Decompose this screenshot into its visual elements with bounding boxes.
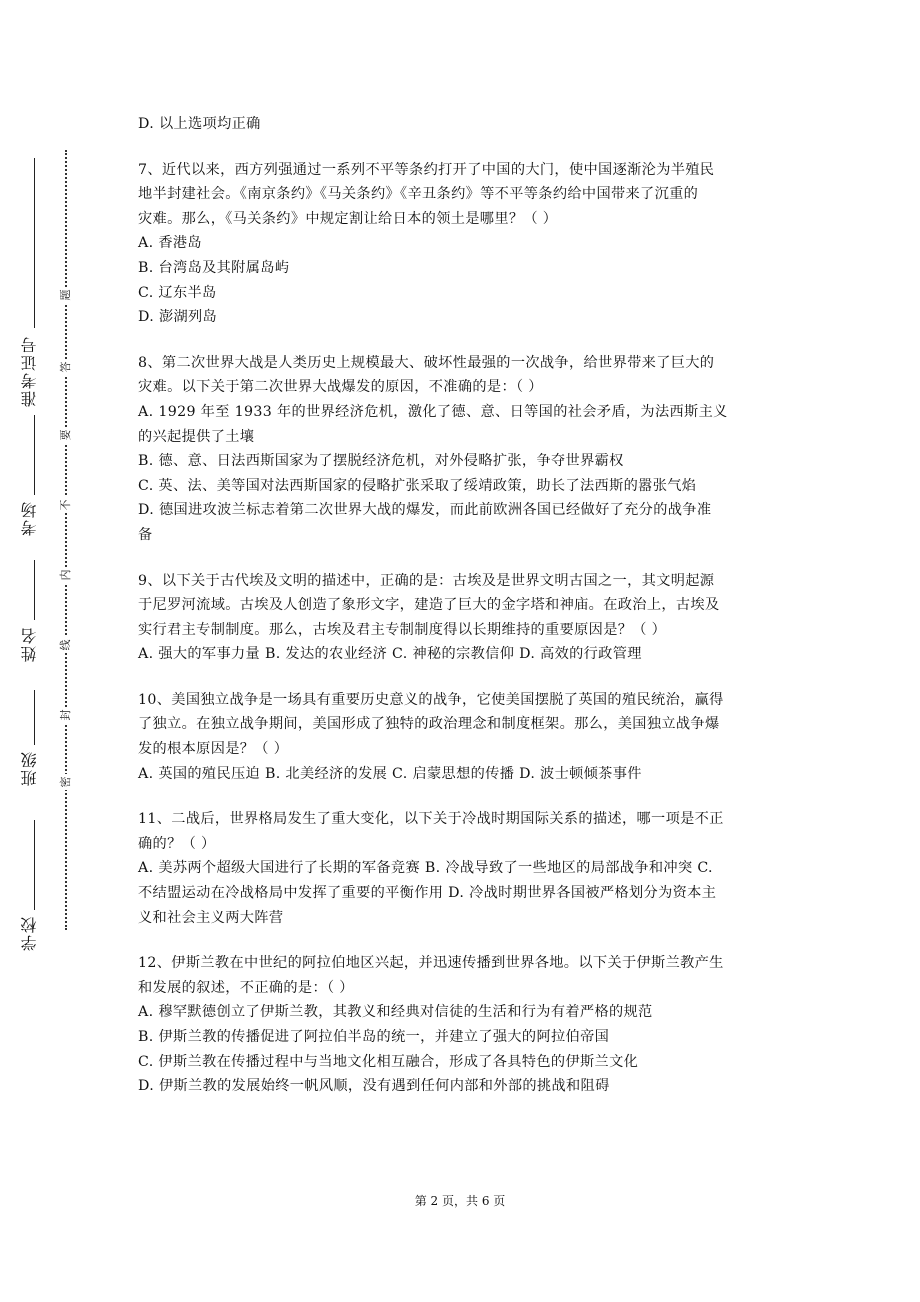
question-text: 地半封建社会。《南京条约》《马关条约》《辛丑条约》等不平等条约给中国带来了沉重的 [138, 186, 699, 203]
class-label: 班级 [20, 750, 39, 786]
option-b: B. 伊斯兰教的传播促进了阿拉伯半岛的统一，并建立了强大的阿拉伯帝国 [138, 1029, 610, 1045]
option-b: B. 德、意、日法西斯国家为了摆脱经济危机，对外侵略扩张，争夺世界霸权 [138, 453, 624, 470]
option-c: C. 英、法、美等国对法西斯国家的侵略扩张采取了绥靖政策，助长了法西斯的嚣张气焰 [138, 477, 697, 494]
question-text: 确的？（ ） [138, 835, 216, 852]
name-underline [34, 560, 35, 620]
question-text: 实行君主专制制度。那么，古埃及君主专制制度得以长期维持的重要原因是？（ ） [138, 621, 667, 638]
exam-room-label: 考场 [20, 500, 39, 536]
option-d: D. 伊斯兰教的发展始终一帆风顺，没有遇到任何内部和外部的挑战和阻碍 [138, 1078, 610, 1095]
seal-dotted-line [65, 150, 67, 930]
option-d: D. 德国进攻波兰标志着第二次世界大战的爆发，而此前欧洲各国已经做好了充分的战争准 [138, 502, 712, 519]
exam-id-underline [34, 158, 35, 328]
school-underline [34, 820, 35, 910]
option-d: D. 澎湖列岛 [138, 309, 218, 326]
seal-char: 封 [60, 707, 72, 723]
question-text: 于尼罗河流域。古埃及人创造了象形文字，建造了巨大的金字塔和神庙。在政治上，古埃及 [138, 597, 720, 614]
seal-char: 密 [60, 774, 72, 790]
exam-id-label: 准考证号 [20, 335, 39, 407]
seal-char: 线 [60, 637, 72, 653]
option-c: C. 伊斯兰教在传播过程中与当地文化相互融合，形成了各具特色的伊斯兰文化 [138, 1053, 639, 1070]
question-text: 了独立。在独立战争期间，美国形成了独特的政治理念和制度框架。那么，美国独立战争爆 [138, 716, 720, 733]
seal-char: 不 [60, 497, 72, 513]
options-inline: A. 强大的军事力量 B. 发达的农业经济 C. 神秘的宗教信仰 D. 高效的行政管理 [138, 646, 642, 663]
question-text: 10、美国独立战争是一场具有重要历史意义的战争，它使美国摆脱了英国的殖民统治，赢得 [138, 691, 724, 708]
options-inline: A. 美苏两个超级大国进行了长期的军备竞赛 B. 冷战导致了一些地区的局部战争和冲突 C. [138, 860, 713, 877]
question-12 [138, 951, 794, 1099]
page-number-footer: 第 2 页，共 6 页 [414, 1194, 506, 1208]
q6-option-d: D. 以上选项均正确 [138, 116, 261, 132]
question-8 [138, 351, 794, 548]
seal-char: 题 [60, 287, 72, 303]
question-9 [138, 569, 794, 667]
name-label: 姓名 [20, 626, 39, 662]
question-text: 灾难。以下关于第二次世界大战爆发的原因，不准确的是：（ ） [138, 379, 543, 396]
question-text: 灾难。那么，《马关条约》中规定割让给日本的领土是哪里？（ ） [138, 210, 558, 227]
question-content [138, 112, 794, 1099]
question-text: 发的根本原因是？（ ） [138, 741, 289, 758]
question-11 [138, 807, 794, 930]
option-b: B. 台湾岛及其附属岛屿 [138, 259, 290, 276]
question-text: 11、二战后，世界格局发生了重大变化，以下关于冷战时期国际关系的描述，哪一项是不正 [138, 811, 724, 828]
question-text: 8、第二次世界大战是人类历史上规模最大、破坏性最强的一次战争，给世界带来了巨大的 [138, 354, 715, 371]
question-10 [138, 688, 794, 786]
seal-char: 答 [60, 359, 72, 375]
option-d-cont: 备 [138, 526, 153, 543]
question-text: 12、伊斯兰教在中世纪的阿拉伯地区兴起，并迅速传播到世界各地。以下关于伊斯兰教产生 [138, 955, 724, 972]
options-inline: 义和社会主义两大阵营 [138, 909, 284, 926]
option-a: A. 1929 年至 1933 年的世界经济危机，激化了德、意、日等国的社会矛盾，为法西斯主义 [138, 403, 728, 420]
question-7 [138, 158, 794, 330]
seal-char: 内 [60, 567, 72, 583]
option-a: A. 香港岛 [138, 235, 202, 252]
question-text: 9、以下关于古代埃及文明的描述中，正确的是：古埃及是世界文明古国之一，其文明起源 [138, 572, 715, 589]
seal-char: 要 [60, 427, 72, 443]
question-text: 和发展的叙述，不正确的是：（ ） [138, 979, 354, 996]
options-inline: A. 英国的殖民压迫 B. 北美经济的发展 C. 启蒙思想的传播 D. 波士顿倾茶事件 [138, 765, 642, 782]
options-inline: 不结盟运动在冷战格局中发挥了重要的平衡作用 D. 冷战时期世界各国被严格划分为资本主 [138, 885, 717, 902]
option-c: C. 辽东半岛 [138, 284, 217, 301]
question-text: 7、近代以来，西方列强通过一系列不平等条约打开了中国的大门，使中国逐渐沦为半殖民 [138, 161, 715, 178]
exam-room-underline [34, 415, 35, 495]
class-underline [34, 690, 35, 745]
option-a-cont: 的兴起提供了土壤 [138, 428, 255, 445]
school-label: 学校 [20, 915, 39, 951]
option-a: A. 穆罕默德创立了伊斯兰教，其教义和经典对信徒的生活和行为有着严格的规范 [138, 1004, 653, 1021]
